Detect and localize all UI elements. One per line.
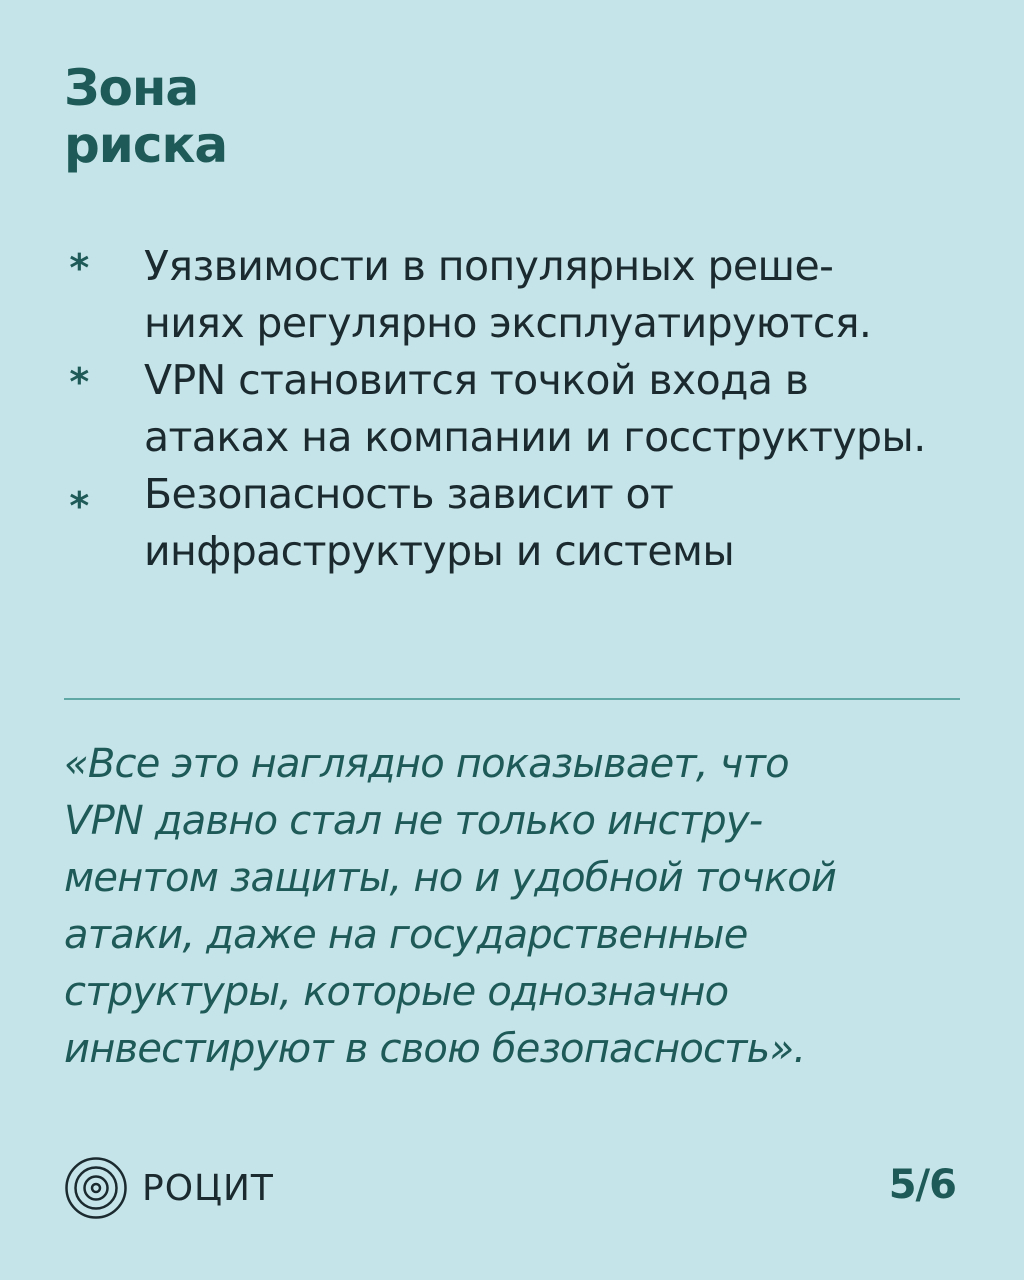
asterisk-icon: * — [69, 360, 89, 404]
quote-line: ментом защиты, но и удобной точкой — [64, 855, 837, 901]
page-title-line-2: риска — [64, 116, 228, 174]
quote-block — [64, 736, 964, 1078]
quote-line: структуры, которые однозначно — [64, 969, 729, 1015]
bullet-item — [64, 238, 984, 352]
bullet-line: атаках на компании и госструктуры. — [144, 413, 926, 461]
bullet-item — [64, 466, 984, 580]
quote-line: атаки, даже на государственные — [64, 912, 748, 958]
bullet-item — [64, 352, 984, 466]
bullet-text — [144, 238, 984, 352]
bullet-text — [144, 352, 984, 466]
quote-line: «Все это наглядно показывает, что — [64, 741, 789, 787]
bullet-line: Безопасность зависит от — [144, 470, 674, 518]
quote-line: VPN давно стал не только инстру- — [64, 798, 763, 844]
brand-name: РОЦИТ — [142, 1167, 274, 1209]
bullet-line: Уязвимости в популярных реше- — [144, 242, 834, 290]
brand-logo — [64, 1156, 274, 1220]
bullet-line: ниях регулярно эксплуатируются. — [144, 299, 872, 347]
risk-bullet-list — [64, 238, 984, 580]
section-divider — [64, 698, 960, 700]
page-counter: 5/6 — [888, 1162, 956, 1208]
concentric-circles-logo-icon — [64, 1156, 128, 1220]
bullet-text — [144, 466, 984, 580]
bullet-line: VPN становится точкой входа в — [144, 356, 809, 404]
asterisk-icon: * — [69, 484, 89, 528]
asterisk-icon: * — [69, 246, 89, 290]
page-title — [64, 60, 227, 174]
quote-line: инвестируют в свою безопасность». — [64, 1026, 806, 1072]
bullet-line: инфраструктуры и системы — [144, 527, 735, 575]
page-title-line-1: Зона — [64, 59, 199, 117]
